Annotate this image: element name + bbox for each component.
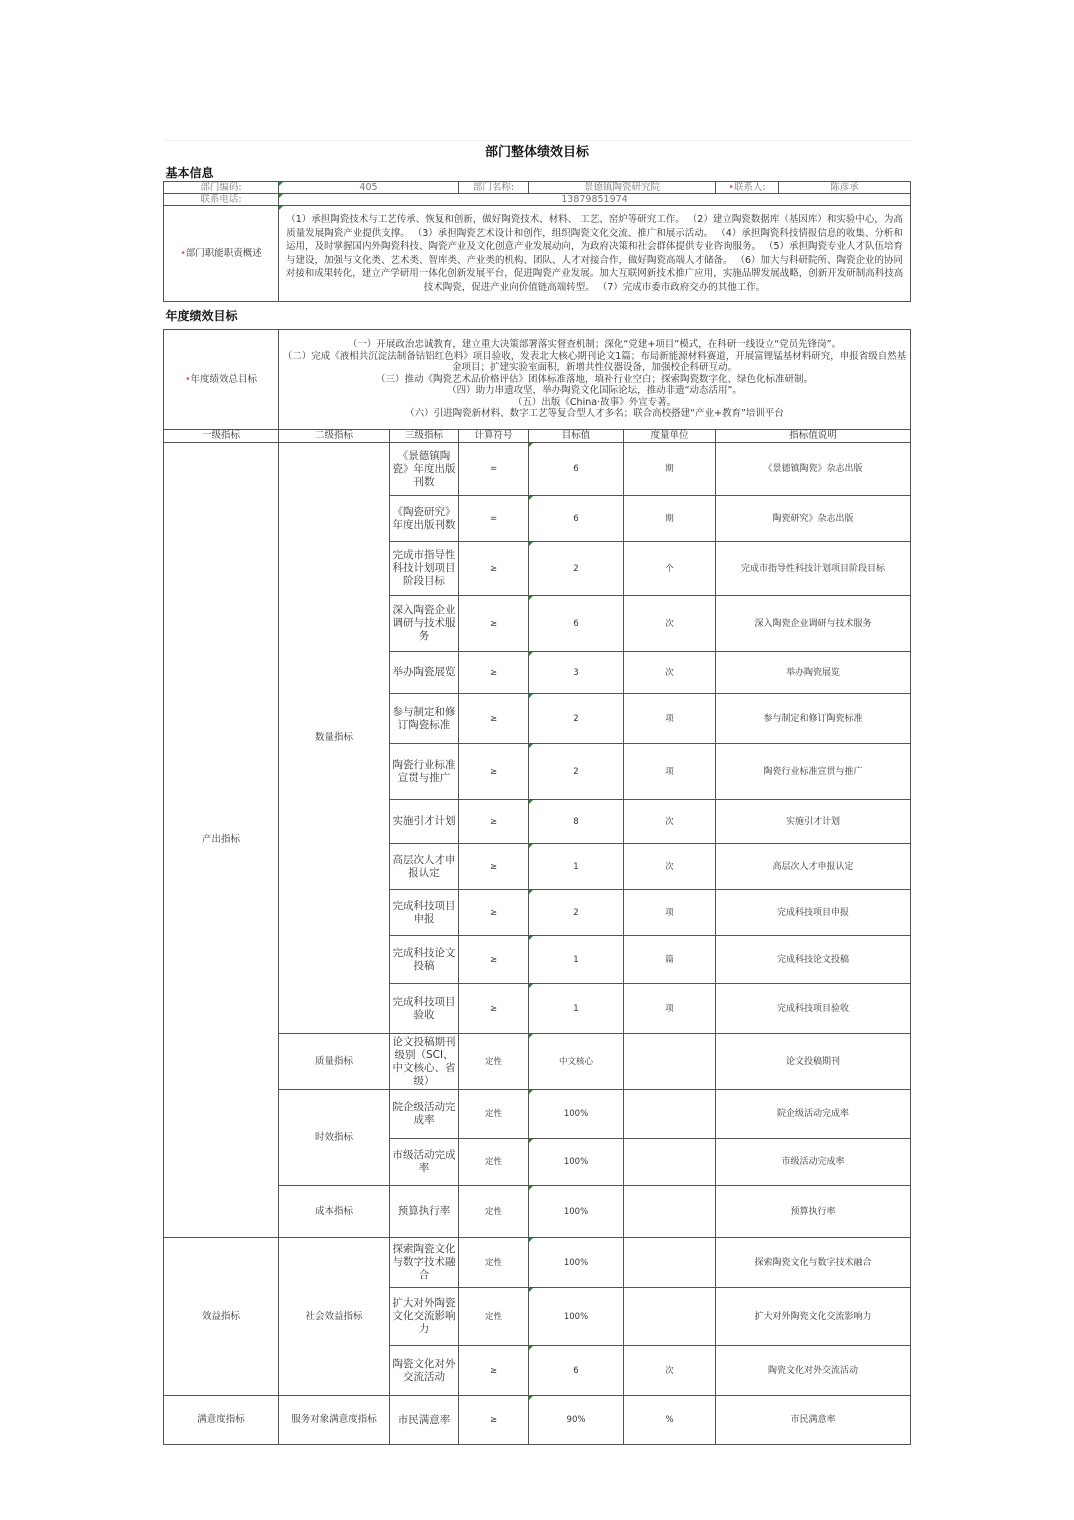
level3-indicator: 陶瓷文化对外交流活动 — [390, 1346, 459, 1396]
section-basic-info: 基本信息 — [165, 165, 214, 180]
annual-goal-label: •年度绩效总目标 — [164, 330, 279, 430]
indicator-description: 探索陶瓷文化与数字技术融合 — [716, 1238, 911, 1288]
indicator-description: 完成科技论文投稿 — [716, 936, 911, 984]
annual-goal-item: （四）助力串遗攻坚，举办陶瓷文化国际论坛，推动非遗“动态活用”。 — [447, 385, 742, 397]
level1-indicator: 满意度指标 — [164, 1396, 279, 1445]
unit — [624, 1238, 716, 1288]
table-row — [164, 1238, 911, 1288]
level3-indicator: 《陶瓷研究》年度出版刊数 — [390, 496, 459, 542]
annual-goal-item: （五）出版《China·故事》外宣专著。 — [512, 396, 677, 408]
target-value: 90% — [529, 1396, 624, 1445]
level3-indicator: 完成科技项目验收 — [390, 984, 459, 1034]
level3-indicator: 完成科技项目申报 — [390, 890, 459, 936]
contact-label: •联系人: — [716, 182, 779, 194]
unit: 项 — [624, 984, 716, 1034]
level1-indicator: 效益指标 — [164, 1238, 279, 1396]
indicator-description: 举办陶瓷展览 — [716, 652, 911, 694]
table-row — [164, 443, 911, 496]
calc-symbol: 定性 — [459, 1288, 529, 1346]
target-value: 中文核心 — [529, 1034, 624, 1090]
dept-name-label: 部门名称: — [459, 182, 529, 194]
annual-goal-item: （二）完成《液相共沉淀法制备钴铝红色料》项目验收，发表北大核心期刊论文1篇；布局新能源材料赛道，开展富锂锰基材料研究，申报省级自然基金项目；扩建实验室面积，新增共性仪器设备，加强校企科研互动。 — [282, 350, 907, 374]
unit: % — [624, 1396, 716, 1445]
calc-symbol: ≥ — [459, 844, 529, 890]
level3-indicator: 扩大对外陶瓷文化交流影响力 — [390, 1288, 459, 1346]
duty-text: （1）承担陶瓷技术与工艺传承、恢复和创新，做好陶瓷技术、材料、 工艺、窑炉等研究工作。 （2）建立陶瓷数据库（基因库）和实验中心，为高质量发展陶瓷产业提供支撑。 （3）承担陶瓷艺术设计和创作，组织陶瓷文化交流、推广和展示活动。 （4）承担陶瓷科技情报信息的收集、分析和运用，及时掌握国内外陶瓷科技、陶瓷产业及文化创意产业发展动向，为政府决策和社会群体提供专业咨询服务。 （5）承担陶瓷专业人才队伍培育与建设，加强与文化类、艺术类、智库类、产业类的机构、团队、人才对接合作，做好陶瓷高端人才储备。 （6）加大与科研院所、陶瓷企业的协同对接和成果转化，建立产学研用一体化创新发展平台，促进陶瓷产业发展。加大互联网新技术推广应用，实施品牌发展战略，创新开发研制高科技高技术陶瓷，促进产业向价值链高端转型。 （7）完成市委市政府交办的其他工作。 — [279, 206, 911, 302]
annual-goal-item: （三）推动《陶瓷艺术品价格评估》团体标准落地，填补行业空白；探索陶瓷数字化、绿色化标准研制。 — [376, 373, 814, 385]
unit: 期 — [624, 443, 716, 496]
level1-indicator: 产出指标 — [164, 443, 279, 1238]
calc-symbol: = — [459, 496, 529, 542]
phone-value: 13879851974 — [279, 194, 911, 206]
indicator-description: 市民满意率 — [716, 1396, 911, 1445]
target-value: 2 — [529, 694, 624, 744]
level3-indicator: 院企级活动完成率 — [390, 1090, 459, 1139]
calc-symbol: ≥ — [459, 890, 529, 936]
indicator-description: 陶瓷行业标准宣贯与推广 — [716, 744, 911, 800]
unit: 次 — [624, 800, 716, 844]
annual-goal-item: （一）开展政治忠诚教育，建立重大决策部署落实督查机制；深化“党建+项目”模式，在科研一线设立“党员先锋岗”。 — [347, 339, 842, 351]
indicator-description: 陶瓷文化对外交流活动 — [716, 1346, 911, 1396]
level2-indicator: 社会效益指标 — [279, 1238, 390, 1396]
duty-label: •部门职能职责概述 — [164, 206, 279, 302]
unit: 项 — [624, 694, 716, 744]
column-header: 一级指标 — [164, 430, 279, 443]
calc-symbol: ≥ — [459, 800, 529, 844]
indicator-description: 陶瓷研究》杂志出版 — [716, 496, 911, 542]
target-value: 1 — [529, 936, 624, 984]
target-value: 6 — [529, 443, 624, 496]
level3-indicator: 实施引才计划 — [390, 800, 459, 844]
unit: 项 — [624, 890, 716, 936]
unit — [624, 1034, 716, 1090]
column-header: 计算符号 — [459, 430, 529, 443]
calc-symbol: = — [459, 443, 529, 496]
calc-symbol: ≥ — [459, 984, 529, 1034]
column-header: 三级指标 — [390, 430, 459, 443]
calc-symbol: ≥ — [459, 1396, 529, 1445]
level3-indicator: 深入陶瓷企业调研与技术服务 — [390, 596, 459, 652]
level3-indicator: 完成科技论文投稿 — [390, 936, 459, 984]
target-value: 6 — [529, 496, 624, 542]
table-row — [164, 1396, 911, 1445]
calc-symbol: ≥ — [459, 652, 529, 694]
calc-symbol: 定性 — [459, 1034, 529, 1090]
target-value: 2 — [529, 890, 624, 936]
target-value: 1 — [529, 984, 624, 1034]
target-value: 6 — [529, 1346, 624, 1396]
calc-symbol: ≥ — [459, 542, 529, 596]
unit — [624, 1139, 716, 1186]
dept-code-value: 405 — [279, 182, 459, 194]
unit: 期 — [624, 496, 716, 542]
level2-indicator: 质量指标 — [279, 1034, 390, 1090]
target-value: 3 — [529, 652, 624, 694]
level3-indicator: 参与制定和修订陶瓷标准 — [390, 694, 459, 744]
contact-value: 陈彦承 — [779, 182, 911, 194]
indicator-description: 市级活动完成率 — [716, 1139, 911, 1186]
annual-goal-item: （六）引进陶瓷新材料、数字工艺等复合型人才多名；联合高校搭建“产业+教育”培训平台 — [405, 408, 784, 420]
calc-symbol: 定性 — [459, 1186, 529, 1238]
target-value: 8 — [529, 800, 624, 844]
column-header: 二级指标 — [279, 430, 390, 443]
level3-indicator: 探索陶瓷文化与数字技术融合 — [390, 1238, 459, 1288]
target-value: 6 — [529, 596, 624, 652]
section-annual-goals: 年度绩效目标 — [165, 308, 238, 323]
dept-code-label: 部门编码: — [164, 182, 279, 194]
calc-symbol: ≥ — [459, 694, 529, 744]
unit — [624, 1090, 716, 1139]
indicator-description: 院企级活动完成率 — [716, 1090, 911, 1139]
unit: 项 — [624, 744, 716, 800]
indicator-description: 参与制定和修订陶瓷标准 — [716, 694, 911, 744]
target-value: 2 — [529, 542, 624, 596]
column-header: 指标值说明 — [716, 430, 911, 443]
calc-symbol: ≥ — [459, 596, 529, 652]
target-value: 100% — [529, 1090, 624, 1139]
unit — [624, 1288, 716, 1346]
indicator-description: 完成科技项目申报 — [716, 890, 911, 936]
level3-indicator: 市民满意率 — [390, 1396, 459, 1445]
target-value: 2 — [529, 744, 624, 800]
indicator-description: 实施引才计划 — [716, 800, 911, 844]
unit: 次 — [624, 596, 716, 652]
unit: 个 — [624, 542, 716, 596]
level3-indicator: 陶瓷行业标准宣贯与推广 — [390, 744, 459, 800]
calc-symbol: ≥ — [459, 1346, 529, 1396]
level3-indicator: 完成市指导性科技计划项目阶段目标 — [390, 542, 459, 596]
calc-symbol: 定性 — [459, 1238, 529, 1288]
unit: 篇 — [624, 936, 716, 984]
page-title: 部门整体绩效目标 — [164, 141, 911, 165]
level3-indicator: 预算执行率 — [390, 1186, 459, 1238]
calc-symbol: ≥ — [459, 936, 529, 984]
target-value: 1 — [529, 844, 624, 890]
indicator-description: 完成市指导性科技计划项目阶段目标 — [716, 542, 911, 596]
indicator-description: 论文投稿期刊 — [716, 1034, 911, 1090]
indicator-description: 预算执行率 — [716, 1186, 911, 1238]
indicator-description: 深入陶瓷企业调研与技术服务 — [716, 596, 911, 652]
unit: 次 — [624, 652, 716, 694]
level3-indicator: 《景德镇陶瓷》年度出版刊数 — [390, 443, 459, 496]
calc-symbol: ≥ — [459, 744, 529, 800]
level2-indicator: 成本指标 — [279, 1186, 390, 1238]
level2-indicator: 数量指标 — [279, 443, 390, 1034]
target-value: 100% — [529, 1139, 624, 1186]
level2-indicator: 时效指标 — [279, 1090, 390, 1186]
unit: 次 — [624, 1346, 716, 1396]
dept-name-value: 景德镇陶瓷研究院 — [529, 182, 716, 194]
level3-indicator: 论文投稿期刊级别（SCI、中文核心、省级） — [390, 1034, 459, 1090]
annual-goal-text — [279, 330, 911, 430]
target-value: 100% — [529, 1238, 624, 1288]
level3-indicator: 市级活动完成率 — [390, 1139, 459, 1186]
target-value: 100% — [529, 1186, 624, 1238]
indicator-description: 《景德镇陶瓷》杂志出版 — [716, 443, 911, 496]
column-header: 度量单位 — [624, 430, 716, 443]
column-header: 目标值 — [529, 430, 624, 443]
level3-indicator: 高层次人才申报认定 — [390, 844, 459, 890]
indicator-description: 完成科技项目验收 — [716, 984, 911, 1034]
indicator-description: 高层次人才申报认定 — [716, 844, 911, 890]
calc-symbol: 定性 — [459, 1139, 529, 1186]
target-value: 100% — [529, 1288, 624, 1346]
calc-symbol: 定性 — [459, 1090, 529, 1139]
indicator-description: 扩大对外陶瓷文化交流影响力 — [716, 1288, 911, 1346]
unit: 次 — [624, 844, 716, 890]
phone-label: 联系电话: — [164, 194, 279, 206]
unit — [624, 1186, 716, 1238]
level3-indicator: 举办陶瓷展览 — [390, 652, 459, 694]
level2-indicator: 服务对象满意度指标 — [279, 1396, 390, 1445]
performance-sheet — [163, 140, 910, 1445]
